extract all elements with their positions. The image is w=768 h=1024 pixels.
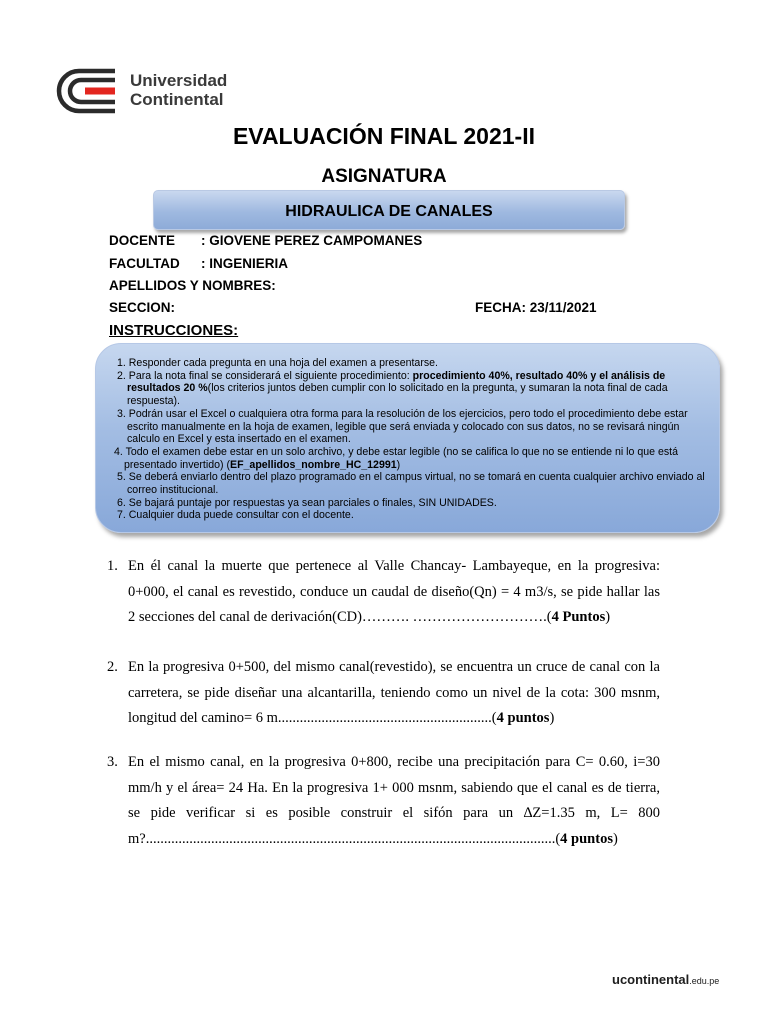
footer-brand-name: ucontinental: [612, 972, 690, 987]
docente-row: [109, 233, 422, 248]
seccion-label: SECCION:: [109, 300, 176, 315]
instructions-list: [115, 357, 705, 522]
university-logo: [55, 67, 230, 115]
instructions-heading: INSTRUCCIONES:: [109, 322, 239, 339]
question-1: [107, 554, 660, 631]
instruction-item: 7. Cualquier duda puede consultar con el docente.: [117, 509, 354, 522]
instruction-item: 1. Responder cada pregunta en una hoja del examen a presentarse.: [117, 357, 438, 369]
question-number: 2.: [107, 659, 118, 675]
facultad-value: : INGENIERIA: [201, 256, 289, 271]
question-points: 4 puntos: [496, 710, 550, 726]
logo-text: [130, 71, 227, 109]
instruction-item: [115, 446, 705, 471]
question-points: 4 Puntos: [551, 609, 606, 625]
course-name: HIDRAULICA DE CANALES: [285, 203, 493, 220]
footer-brand: [612, 972, 719, 987]
docente-value: : GIOVENE PEREZ CAMPOMANES: [201, 233, 423, 248]
exam-title: EVALUACIÓN FINAL 2021-II: [232, 123, 536, 149]
question-body: En la progresiva 0+500, del mismo canal(revestido), se encuentra un cruce de canal con la carretera, se pide diseñar una alcantarilla, teniendo como un nivel de la cota: 300 msnm, longitud del camino= 6 m...........................................................(: [128, 659, 660, 726]
footer-domain: .edu.pe: [689, 976, 720, 986]
instruction-item: 3. Podrán usar el Excel o cualquiera otra forma para la resolución de los ejercicios, pero todo el procedimiento debe estar escrito manualmente en la hoja de examen, legible que será enviada y colocado con sus datos, no se revisará ningún calculo en Excel y esta insertado en el examen.: [117, 407, 688, 446]
question-text: [128, 750, 660, 852]
question-close: ): [605, 609, 611, 625]
docente-label: DOCENTE: [109, 233, 176, 248]
facultad-label: FACULTAD: [109, 256, 180, 271]
question-close: ): [612, 830, 618, 847]
instruction-bold: procedimiento 40%, resultado 40% y el análisis de resultados 20 %: [127, 369, 666, 395]
instruction-text: 2. Para la nota final se considerará el siguiente procedimiento:: [117, 369, 413, 382]
question-body: En el mismo canal, en la progresiva 0+800, recibe una precipitación para C= 0.60, i=30 mm/h y el área= 24 Ha. En la progresiva 1+ 000 msnm, sabiendo que el canal es de tierra, se pide verificar si es posible construir el sifón para un ∆Z=1.35 m, L= 800 m?.................................................................................................................(: [128, 754, 660, 847]
question-text: [128, 655, 660, 732]
question-number: 1.: [107, 558, 118, 574]
instruction-item: 5. Se deberá enviarlo dentro del plazo programado en el campus virtual, no se tomará en cuenta cualquier archivo enviado al correo institucional.: [117, 471, 705, 497]
instruction-text: (los criterios juntos deben cumplir con lo solicitado en la pregunta, y sumaran la nota final de cada respuesta).: [127, 382, 668, 408]
course-banner: [153, 190, 625, 230]
question-close: ): [549, 710, 555, 726]
instruction-item: 6. Se bajará puntaje por respuestas ya sean parciales o finales, SIN UNIDADES.: [117, 496, 497, 509]
logo-line1: Universidad: [130, 71, 228, 90]
instruction-text: 4. Todo el examen debe estar en un solo archivo, y debe estar legible (no se califica lo que no se entiende ni lo que está presentado invertido) (: [114, 445, 678, 471]
instruction-item: [115, 370, 705, 408]
question-text: [128, 554, 660, 631]
question-body: En él canal la muerte que pertenece al Valle Chancay- Lambayeque, en la progresiva: 0+000, el canal es revestido, conduce un caudal de diseño(Qn) = 4 m3/s, se pide hallar las 2 secciones del canal de derivación(CD)………. ……………………….(: [128, 558, 660, 625]
question-3: [107, 750, 660, 852]
apellidos-label: APELLIDOS Y NOMBRES:: [109, 278, 276, 293]
question-points: 4 puntos: [560, 830, 613, 847]
logo-line2: Continental: [130, 90, 224, 109]
fecha-label: FECHA: 23/11/2021: [475, 300, 597, 315]
question-2: [107, 655, 660, 732]
continental-logo-icon: [55, 67, 121, 115]
instruction-text: ): [396, 458, 401, 471]
instruction-bold: EF_apellidos_nombre_HC_12991: [230, 458, 397, 471]
facultad-row: [109, 256, 288, 271]
question-number: 3.: [107, 754, 118, 770]
subject-label: ASIGNATURA: [321, 166, 447, 187]
